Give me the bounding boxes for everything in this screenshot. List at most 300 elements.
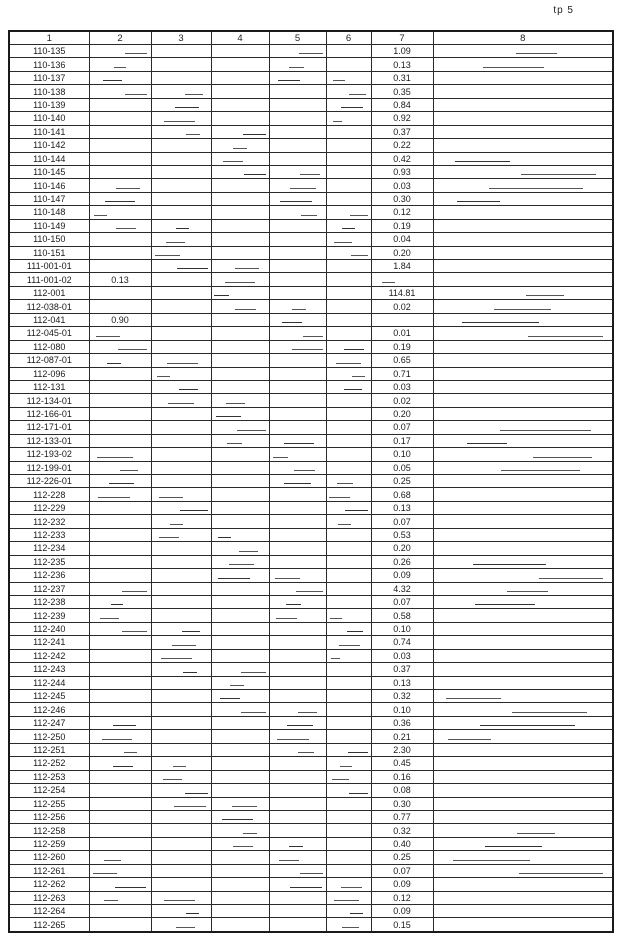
scan-artifact <box>338 524 351 525</box>
scan-artifact <box>301 215 317 216</box>
table-row <box>9 367 613 380</box>
value-cell <box>151 125 211 138</box>
scan-artifact <box>539 578 603 579</box>
value-cell <box>269 663 326 676</box>
scan-artifact <box>104 860 122 861</box>
table-row <box>9 286 613 299</box>
value-cell <box>89 837 151 850</box>
row-id-cell: 112-240 <box>9 622 89 635</box>
value-cell <box>326 380 371 393</box>
value-cell <box>151 421 211 434</box>
scan-artifact <box>100 618 119 619</box>
row-id-cell: 112-228 <box>9 488 89 501</box>
value-cell <box>326 58 371 71</box>
row-id-cell: 112-233 <box>9 528 89 541</box>
row-id-cell: 112-263 <box>9 891 89 904</box>
value-cell: 0.30 <box>371 797 433 810</box>
value-cell: 0.07 <box>371 515 433 528</box>
value-cell <box>89 810 151 823</box>
value-cell <box>151 286 211 299</box>
row-id-cell: 112-001 <box>9 286 89 299</box>
value-cell <box>89 851 151 864</box>
column-header-8: 8 <box>433 31 613 45</box>
value-cell <box>89 327 151 340</box>
table-row <box>9 85 613 98</box>
scan-artifact <box>332 779 349 780</box>
scan-artifact <box>155 255 180 256</box>
scan-artifact <box>462 322 539 323</box>
value-cell <box>269 622 326 635</box>
value-cell <box>151 824 211 837</box>
scan-artifact <box>276 618 297 619</box>
value-cell <box>151 179 211 192</box>
value-cell <box>151 851 211 864</box>
value-cell <box>433 260 613 273</box>
value-cell <box>326 878 371 891</box>
row-id-cell: 112-259 <box>9 837 89 850</box>
value-cell <box>89 918 151 932</box>
scan-artifact <box>292 349 322 350</box>
value-cell <box>211 58 269 71</box>
value-cell <box>326 676 371 689</box>
value-cell <box>269 139 326 152</box>
value-cell <box>151 165 211 178</box>
value-cell <box>326 528 371 541</box>
row-id-cell: 112-247 <box>9 716 89 729</box>
value-cell <box>211 179 269 192</box>
value-cell: 0.13 <box>89 273 151 286</box>
value-cell: 0.40 <box>371 837 433 850</box>
value-cell <box>89 260 151 273</box>
row-id-cell: 111-001-01 <box>9 260 89 273</box>
value-cell <box>151 380 211 393</box>
value-cell <box>326 636 371 649</box>
scan-artifact <box>182 631 200 632</box>
table-row <box>9 434 613 447</box>
table-row <box>9 394 613 407</box>
value-cell <box>151 810 211 823</box>
row-id-cell: 112-238 <box>9 595 89 608</box>
scan-artifact <box>294 470 315 471</box>
value-cell: 0.26 <box>371 555 433 568</box>
scan-artifact <box>350 913 363 914</box>
value-cell <box>211 515 269 528</box>
value-cell <box>89 286 151 299</box>
value-cell <box>151 676 211 689</box>
table-row <box>9 327 613 340</box>
value-cell <box>89 98 151 111</box>
scan-artifact <box>340 766 352 767</box>
scan-artifact <box>174 806 206 807</box>
row-id-cell: 112-242 <box>9 649 89 662</box>
table-row <box>9 260 613 273</box>
value-cell <box>326 810 371 823</box>
value-cell <box>326 918 371 932</box>
value-cell <box>433 636 613 649</box>
value-cell: 0.74 <box>371 636 433 649</box>
value-cell <box>151 246 211 259</box>
scan-artifact <box>467 443 506 444</box>
value-cell <box>433 703 613 716</box>
table-row <box>9 313 613 326</box>
value-cell <box>89 434 151 447</box>
scan-artifact <box>233 846 254 847</box>
value-cell <box>326 125 371 138</box>
value-cell <box>326 595 371 608</box>
table-row <box>9 448 613 461</box>
value-cell <box>269 703 326 716</box>
value-cell <box>89 690 151 703</box>
value-cell <box>433 461 613 474</box>
value-cell <box>151 448 211 461</box>
scan-artifact <box>349 94 366 95</box>
value-cell: 0.21 <box>371 730 433 743</box>
value-cell <box>433 45 613 58</box>
value-cell <box>151 891 211 904</box>
value-cell: 0.35 <box>371 85 433 98</box>
value-cell <box>269 716 326 729</box>
value-cell <box>433 98 613 111</box>
row-id-cell: 110-151 <box>9 246 89 259</box>
table-row <box>9 488 613 501</box>
scan-artifact <box>347 631 364 632</box>
value-cell <box>269 810 326 823</box>
value-cell <box>151 407 211 420</box>
scan-artifact <box>341 887 362 888</box>
value-cell <box>211 824 269 837</box>
value-cell: 0.68 <box>371 488 433 501</box>
row-id-cell: 112-080 <box>9 340 89 353</box>
value-cell: 0.90 <box>89 313 151 326</box>
row-id-cell: 112-253 <box>9 770 89 783</box>
value-cell <box>211 690 269 703</box>
table-row <box>9 501 613 514</box>
table-body <box>9 45 613 933</box>
value-cell <box>326 622 371 635</box>
value-cell <box>269 636 326 649</box>
scan-artifact <box>349 793 369 794</box>
scan-artifact <box>226 403 245 404</box>
table-row <box>9 461 613 474</box>
value-cell <box>326 313 371 326</box>
scan-artifact <box>176 927 195 928</box>
row-id-cell: 110-145 <box>9 165 89 178</box>
value-cell <box>89 757 151 770</box>
value-cell: 0.03 <box>371 179 433 192</box>
value-cell <box>151 569 211 582</box>
value-cell <box>269 837 326 850</box>
value-cell <box>433 206 613 219</box>
row-id-cell: 110-144 <box>9 152 89 165</box>
value-cell <box>269 219 326 232</box>
value-cell <box>269 286 326 299</box>
row-id-cell: 112-133-01 <box>9 434 89 447</box>
value-cell <box>89 730 151 743</box>
scan-artifact <box>113 766 133 767</box>
value-cell <box>433 219 613 232</box>
value-cell <box>371 273 433 286</box>
scan-artifact <box>103 80 122 81</box>
value-cell <box>326 461 371 474</box>
scan-artifact <box>278 80 299 81</box>
value-cell: 0.02 <box>371 394 433 407</box>
value-cell: 0.16 <box>371 770 433 783</box>
value-cell <box>269 273 326 286</box>
scan-artifact <box>519 873 603 874</box>
value-cell <box>269 98 326 111</box>
value-cell <box>89 179 151 192</box>
value-cell <box>269 595 326 608</box>
table-row <box>9 622 613 635</box>
value-cell <box>433 71 613 84</box>
row-id-cell: 112-041 <box>9 313 89 326</box>
value-cell <box>326 300 371 313</box>
value-cell <box>326 45 371 58</box>
value-cell <box>269 125 326 138</box>
row-id-cell: 112-245 <box>9 690 89 703</box>
scan-artifact <box>115 887 146 888</box>
scan-artifact <box>489 188 584 189</box>
table-row <box>9 595 613 608</box>
scan-artifact <box>339 645 361 646</box>
value-cell <box>211 475 269 488</box>
column-header-2: 2 <box>89 31 151 45</box>
value-cell: 0.30 <box>371 192 433 205</box>
value-cell <box>89 407 151 420</box>
value-cell <box>211 354 269 367</box>
value-cell: 0.20 <box>371 246 433 259</box>
scan-artifact <box>348 752 368 753</box>
table-row <box>9 165 613 178</box>
value-cell <box>326 609 371 622</box>
scan-artifact <box>220 698 240 699</box>
scan-artifact <box>330 618 342 619</box>
scan-artifact <box>96 336 120 337</box>
value-cell <box>151 582 211 595</box>
scan-artifact <box>280 201 312 202</box>
value-cell <box>211 730 269 743</box>
value-cell <box>269 569 326 582</box>
value-cell <box>326 85 371 98</box>
value-cell <box>211 649 269 662</box>
value-cell <box>211 434 269 447</box>
table-row <box>9 569 613 582</box>
table-row <box>9 797 613 810</box>
scan-artifact <box>186 913 199 914</box>
value-cell <box>89 703 151 716</box>
value-cell <box>151 327 211 340</box>
value-cell <box>269 501 326 514</box>
value-cell <box>211 407 269 420</box>
value-cell <box>326 179 371 192</box>
value-cell <box>89 716 151 729</box>
scan-artifact <box>273 457 288 458</box>
value-cell <box>89 488 151 501</box>
table-row <box>9 555 613 568</box>
value-cell <box>326 286 371 299</box>
value-cell <box>433 528 613 541</box>
row-id-cell: 110-146 <box>9 179 89 192</box>
row-id-cell: 112-264 <box>9 905 89 918</box>
table-row <box>9 112 613 125</box>
value-cell <box>433 569 613 582</box>
table-row <box>9 784 613 797</box>
value-cell: 0.58 <box>371 609 433 622</box>
value-cell <box>89 219 151 232</box>
scan-artifact <box>287 725 313 726</box>
value-cell: 0.53 <box>371 528 433 541</box>
value-cell <box>326 152 371 165</box>
value-cell: 0.09 <box>371 905 433 918</box>
value-cell <box>433 716 613 729</box>
value-cell <box>433 340 613 353</box>
value-cell <box>211 542 269 555</box>
value-cell: 0.31 <box>371 71 433 84</box>
row-id-cell: 112-045-01 <box>9 327 89 340</box>
value-cell <box>326 864 371 877</box>
value-cell: 0.32 <box>371 690 433 703</box>
value-cell <box>269 824 326 837</box>
value-cell <box>151 260 211 273</box>
value-cell <box>326 784 371 797</box>
value-cell <box>89 448 151 461</box>
row-id-cell: 110-148 <box>9 206 89 219</box>
value-cell <box>269 112 326 125</box>
value-cell <box>211 878 269 891</box>
value-cell <box>211 300 269 313</box>
scan-artifact <box>159 537 179 538</box>
table-row <box>9 300 613 313</box>
value-cell <box>433 501 613 514</box>
row-id-cell: 112-236 <box>9 569 89 582</box>
table-row <box>9 421 613 434</box>
value-cell <box>89 246 151 259</box>
value-cell <box>151 784 211 797</box>
scan-artifact <box>344 349 365 350</box>
value-cell <box>326 260 371 273</box>
value-cell: 0.19 <box>371 340 433 353</box>
value-cell <box>433 407 613 420</box>
value-cell <box>269 515 326 528</box>
value-cell <box>433 622 613 635</box>
value-cell <box>326 690 371 703</box>
scan-artifact <box>517 833 554 834</box>
value-cell <box>89 300 151 313</box>
value-cell: 0.08 <box>371 784 433 797</box>
value-cell <box>433 380 613 393</box>
value-cell <box>269 45 326 58</box>
scan-artifact <box>177 268 208 269</box>
row-id-cell: 112-226-01 <box>9 475 89 488</box>
scan-artifact <box>528 336 603 337</box>
value-cell <box>326 501 371 514</box>
value-cell <box>326 71 371 84</box>
table-row <box>9 743 613 756</box>
value-cell <box>326 837 371 850</box>
value-cell <box>326 448 371 461</box>
row-id-cell: 112-038-01 <box>9 300 89 313</box>
table-row <box>9 233 613 246</box>
value-cell: 0.71 <box>371 367 433 380</box>
value-cell: 0.07 <box>371 595 433 608</box>
table-row <box>9 219 613 232</box>
value-cell <box>211 112 269 125</box>
value-cell <box>269 730 326 743</box>
table-row <box>9 851 613 864</box>
value-cell <box>89 784 151 797</box>
scan-artifact <box>334 242 351 243</box>
value-cell <box>211 703 269 716</box>
scan-artifact <box>183 672 197 673</box>
value-cell <box>326 824 371 837</box>
table-row <box>9 663 613 676</box>
value-cell <box>326 219 371 232</box>
scan-artifact <box>284 443 315 444</box>
scan-artifact <box>185 94 203 95</box>
table-row <box>9 354 613 367</box>
value-cell <box>89 354 151 367</box>
value-cell <box>89 85 151 98</box>
value-cell <box>269 676 326 689</box>
scan-artifact <box>296 591 323 592</box>
value-cell <box>371 313 433 326</box>
value-cell <box>269 770 326 783</box>
scan-artifact <box>342 228 354 229</box>
scan-artifact <box>516 53 557 54</box>
table-row <box>9 340 613 353</box>
value-cell <box>89 152 151 165</box>
table-row <box>9 770 613 783</box>
value-cell <box>211 528 269 541</box>
value-cell <box>433 448 613 461</box>
row-id-cell: 110-137 <box>9 71 89 84</box>
value-cell: 0.45 <box>371 757 433 770</box>
scan-artifact <box>243 134 265 135</box>
scan-artifact <box>175 107 200 108</box>
row-id-cell: 110-150 <box>9 233 89 246</box>
value-cell: 0.05 <box>371 461 433 474</box>
scan-artifact <box>289 67 304 68</box>
scan-artifact <box>475 604 536 605</box>
value-cell <box>326 582 371 595</box>
value-cell <box>151 757 211 770</box>
value-cell <box>433 488 613 501</box>
value-cell <box>326 743 371 756</box>
value-cell <box>433 165 613 178</box>
value-cell <box>326 407 371 420</box>
value-cell: 0.03 <box>371 380 433 393</box>
value-cell <box>433 152 613 165</box>
scan-artifact <box>480 725 575 726</box>
value-cell <box>326 649 371 662</box>
value-cell <box>211 555 269 568</box>
value-cell <box>269 313 326 326</box>
scan-artifact <box>161 658 192 659</box>
scan-artifact <box>227 443 242 444</box>
row-id-cell: 112-260 <box>9 851 89 864</box>
scan-artifact <box>290 887 322 888</box>
value-cell <box>211 206 269 219</box>
value-cell: 0.20 <box>371 542 433 555</box>
value-cell: 0.02 <box>371 300 433 313</box>
row-id-cell: 112-239 <box>9 609 89 622</box>
scan-artifact <box>116 188 140 189</box>
value-cell <box>89 622 151 635</box>
value-cell <box>151 609 211 622</box>
value-cell: 0.12 <box>371 891 433 904</box>
value-cell <box>211 905 269 918</box>
value-cell <box>326 246 371 259</box>
